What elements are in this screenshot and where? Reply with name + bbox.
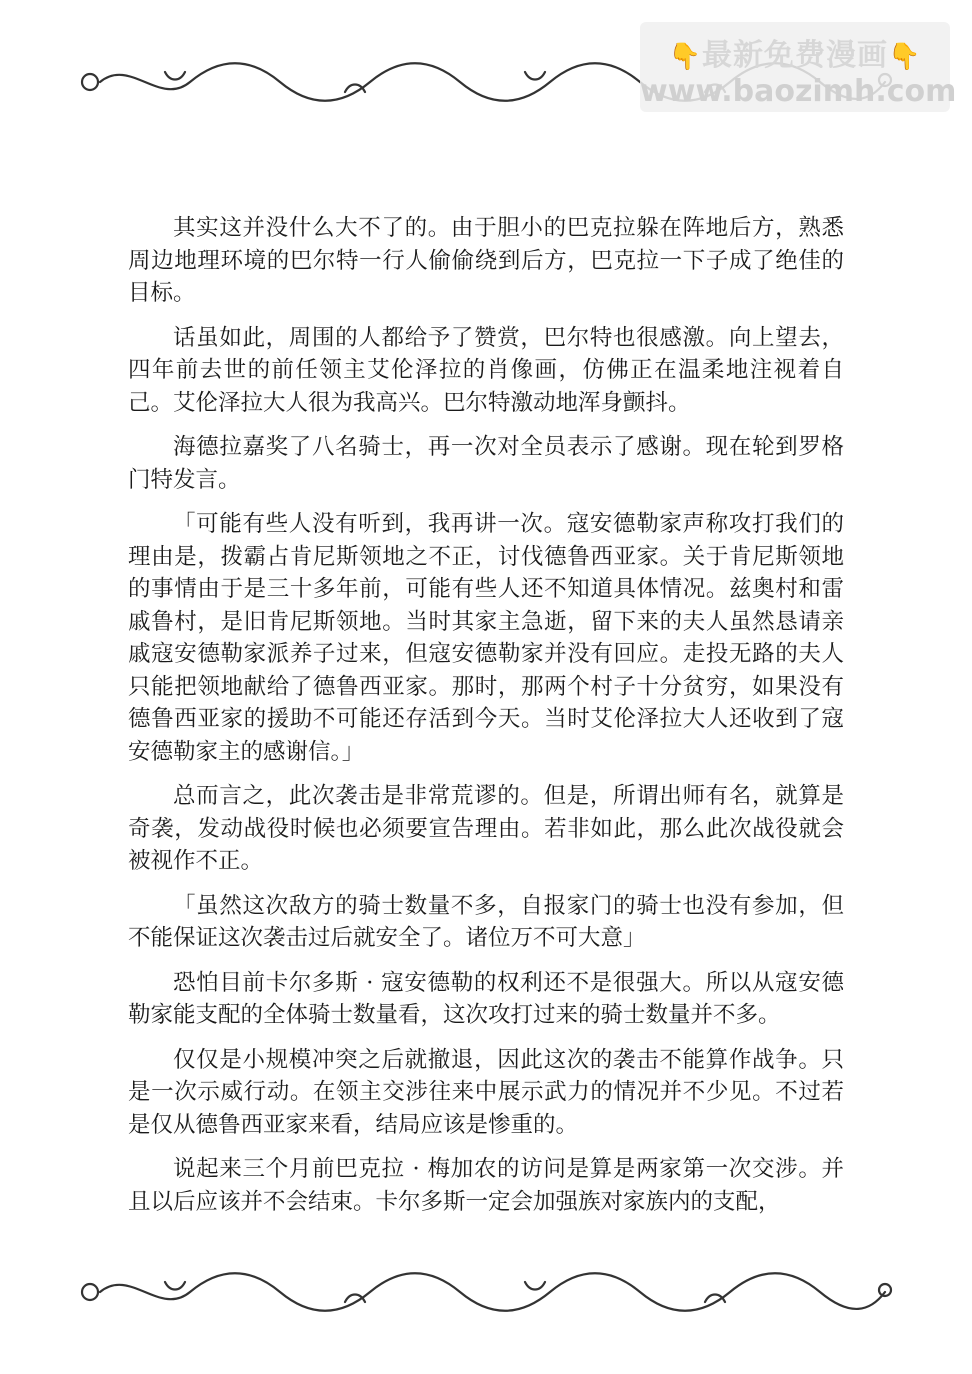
pointing-down-hand-icon: 👇 <box>668 42 702 72</box>
text-body <box>128 212 844 1230</box>
bottom-ornamental-border <box>70 1262 900 1322</box>
pointing-down-hand-icon: 👇 <box>888 42 922 72</box>
watermark-title: 最新免费漫画 <box>702 38 888 73</box>
paragraph: 仅仅是小规模冲突之后就撤退，因此这次的袭击不能算作战争。只是一次示威行动。在领主交涉往来中展示武力的情况并不少见。不过若是仅从德鲁西亚家来看，结局应该是惨重的。 <box>128 1046 844 1138</box>
paragraph: 总而言之，此次袭击是非常荒谬的。但是，所谓出师有名，就算是奇袭，发动战役时候也必须要宣告理由。若非如此，那么此次战役就会被视作不正。 <box>128 783 844 874</box>
paragraph: 「虽然这次敌方的骑士数量不多，自报家门的骑士也没有参加，但不能保证这次袭击过后就安全了。诸位万不可大意」 <box>128 892 844 951</box>
watermark <box>640 22 957 112</box>
paragraph: 「可能有些人没有听到，我再讲一次。寇安德勒家声称攻打我们的理由是，拨霸占肯尼斯领地之不正，讨伐德鲁西亚家。关于肯尼斯领地的事情由于是三十多年前，可能有些人还不知道具体情况。兹奥村和雷戚鲁村，是旧肯尼斯领地。当时其家主急逝，留下来的夫人虽然恳请亲戚寇安德勒家派养子过来，但寇安德勒家并没有回应。走投无路的夫人只能把领地献给了德鲁西亚家。那时，那两个村子十分贫穷，如果没有德鲁西亚家的援助不可能还存活到今天。当时艾伦泽拉大人还收到了寇安德勒家主的感谢信。」 <box>128 511 844 765</box>
paragraph: 海德拉嘉奖了八名骑士，再一次对全员表示了感谢。现在轮到罗格门特发言。 <box>128 434 844 493</box>
paragraph: 说起来三个月前巴克拉 · 梅加农的访问是算是两家第一次交涉。并且以后应该并不会结束。卡尔多斯一定会加强族对家族内的支配， <box>128 1156 844 1215</box>
paragraph: 其实这并没什么大不了的。由于胆小的巴克拉躲在阵地后方，熟悉周边地理环境的巴尔特一行人偷偷绕到后方，巴克拉一下子成了绝佳的目标。 <box>128 215 844 306</box>
paragraph: 恐怕目前卡尔多斯 · 寇安德勒的权利还不是很强大。所以从寇安德勒家能支配的全体骑士数量看，这次攻打过来的骑士数量并不多。 <box>128 969 844 1028</box>
paragraph: 话虽如此，周围的人都给予了赞赏，巴尔特也很感激。向上望去，四年前去世的前任领主艾伦泽拉的肖像画，仿佛正在温柔地注视着自己。艾伦泽拉大人很为我高兴。巴尔特激动地浑身颤抖。 <box>128 324 844 416</box>
watermark-url: www.baozimh.com <box>640 74 957 109</box>
